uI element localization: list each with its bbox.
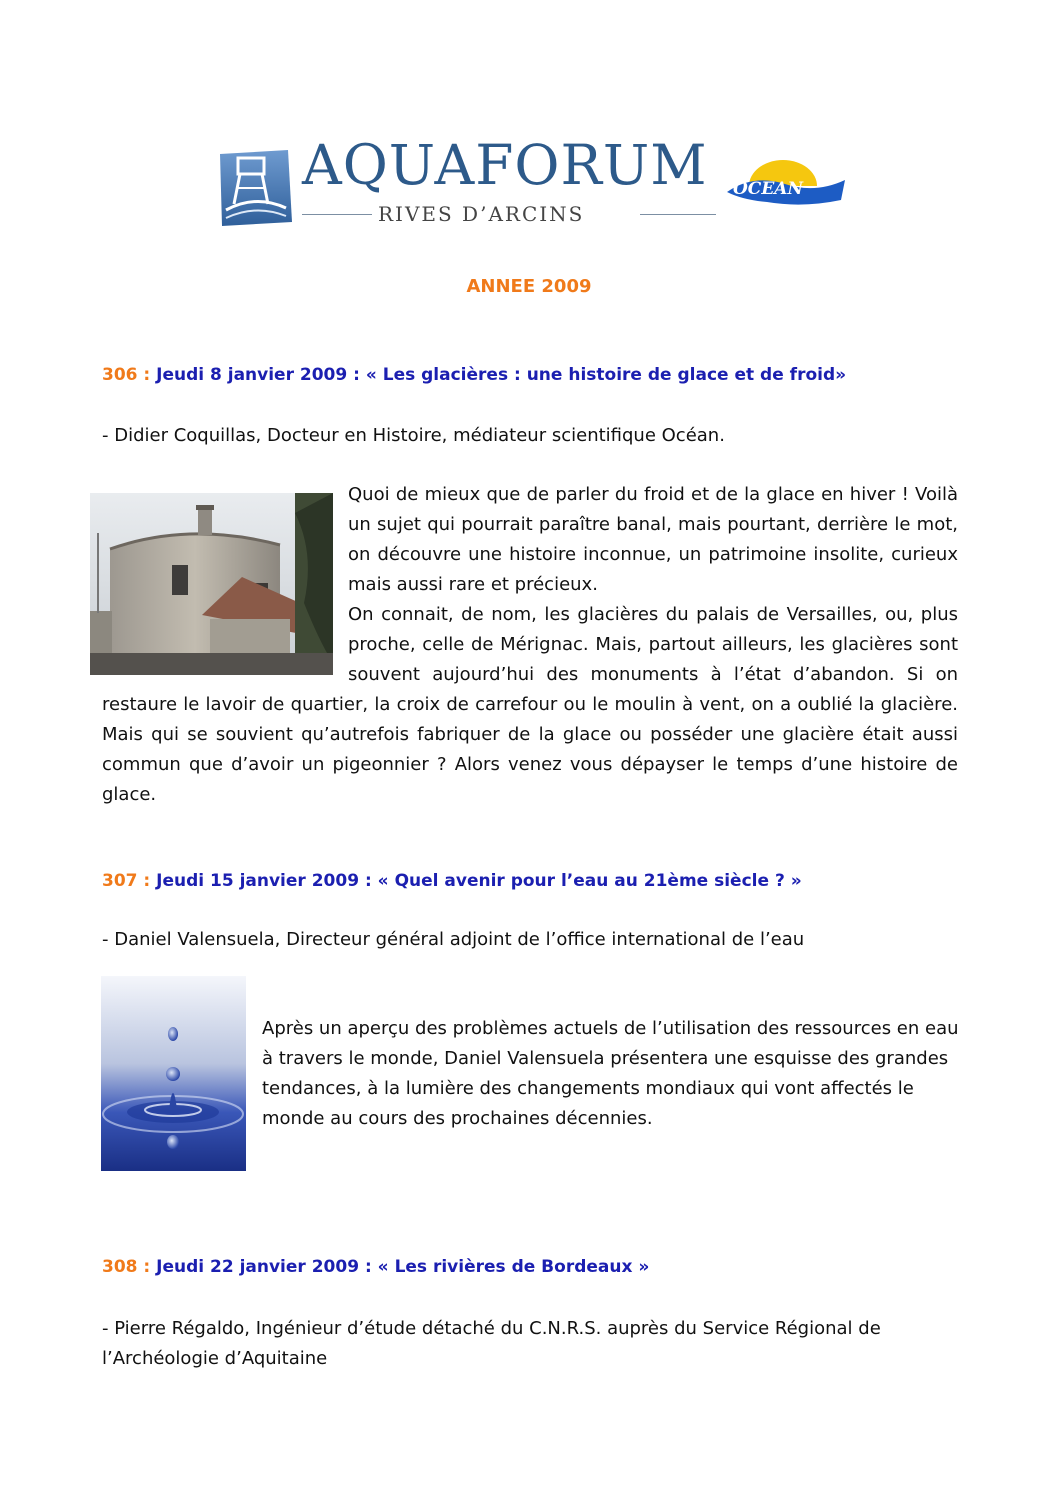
entry-number: 306 : bbox=[102, 365, 151, 385]
water-drop-illustration bbox=[101, 976, 246, 1171]
entry-title: Jeudi 8 janvier 2009 : « Les glacières : une histoire de glace et de froid» bbox=[156, 365, 847, 385]
entry-307-title-line bbox=[102, 871, 802, 891]
entry-number: 308 : bbox=[102, 1257, 151, 1277]
entry-307-description: Après un aperçu des problèmes actuels de l’utilisation des ressources en eau à travers le monde, Daniel Valensuela présentera une esquisse des grandes tendances, à la lumière des changements mondiaux qui vont affectés le monde au cours des prochaines décennies. bbox=[262, 1018, 959, 1129]
logo-rule-right bbox=[640, 214, 716, 215]
ocean-badge-logo bbox=[723, 156, 848, 206]
water-drop-photo bbox=[101, 976, 246, 1171]
entry-306-title-line bbox=[102, 365, 846, 385]
entry-306-paragraph-2: On connait, de nom, les glacières du palais de Versailles, ou, plus proche, celle de Mérignac. Mais, partout ailleurs, les glacières sont souvent aujourd’hui des monuments à l’état d’abandon. Si on restaure le lavoir de quartier, la croix de carrefour ou le moulin à vent, on a oublié la glacière. Mais qui se souvient qu’autrefois fabriquer de la glace ou posséder une glacière était aussi commun que d’avoir un pigeonnier ? Alors venez vous dépayser le temps d’une histoire de glace. bbox=[102, 604, 958, 805]
logo-subtitle: RIVES D’ARCINS bbox=[378, 202, 585, 226]
page-heading: ANNEE 2009 bbox=[466, 276, 592, 297]
entry-306-description bbox=[102, 480, 958, 810]
logo-title: AQUAFORUM bbox=[302, 133, 708, 197]
entry-308-speaker: - Pierre Régaldo, Ingénieur d’étude détaché du C.N.R.S. auprès du Service Régional de l’Archéologie d’Aquitaine bbox=[102, 1318, 881, 1369]
lifeguard-tower-icon bbox=[218, 148, 294, 228]
entry-number: 307 : bbox=[102, 871, 151, 891]
entry-title: Jeudi 22 janvier 2009 : « Les rivières de Bordeaux » bbox=[156, 1257, 650, 1277]
entry-306-paragraph-1: Quoi de mieux que de parler du froid et de la glace en hiver ! Voilà un sujet qui pourrait paraître banal, mais pourtant, derrière le mot, on découvre une histoire inconnue, un patrimoine insolite, curieux mais aussi rare et précieux. bbox=[348, 484, 958, 595]
aquaforum-logo bbox=[218, 133, 848, 232]
logo-rule-left bbox=[302, 214, 372, 215]
entry-title: Jeudi 15 janvier 2009 : « Quel avenir pour l’eau au 21ème siècle ? » bbox=[156, 871, 802, 891]
ocean-badge-text: OCEAN bbox=[733, 179, 804, 199]
entry-307-speaker: - Daniel Valensuela, Directeur général adjoint de l’office international de l’eau bbox=[102, 929, 805, 950]
entry-308-title-line bbox=[102, 1257, 649, 1277]
entry-306-speaker: - Didier Coquillas, Docteur en Histoire, médiateur scientifique Océan. bbox=[102, 425, 725, 446]
